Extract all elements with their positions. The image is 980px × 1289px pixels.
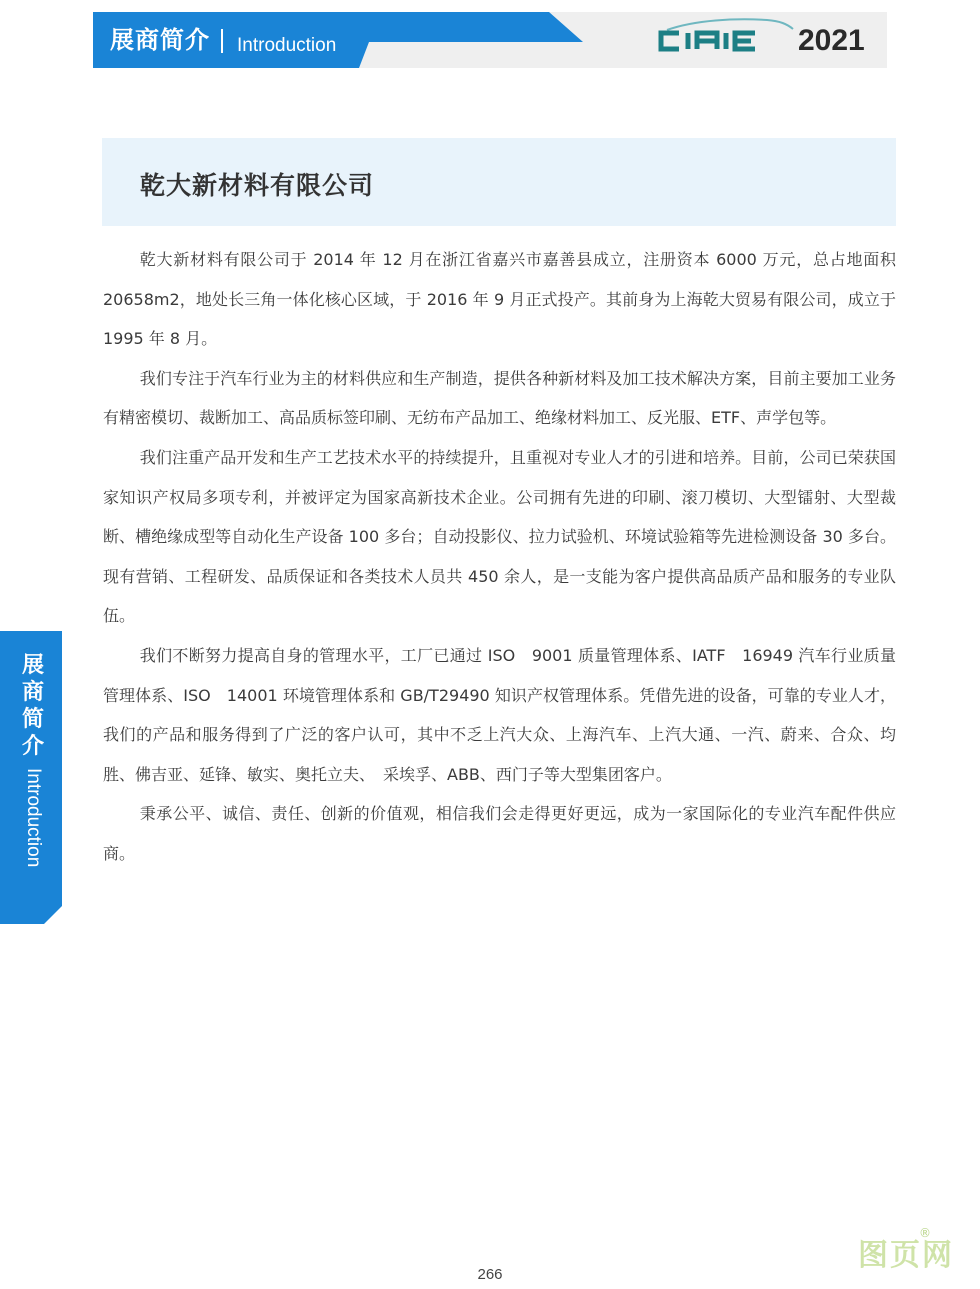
watermark-registered-mark: ®	[919, 1226, 931, 1240]
header-divider	[221, 29, 223, 53]
header-section-title-cn: 展商简介	[110, 26, 210, 54]
company-description	[103, 240, 896, 874]
logo-text: CIAIE	[655, 16, 658, 17]
paragraph-5: 秉承公平、诚信、责任、创新的价值观，相信我们会走得更好更远，成为一家国际化的专业汽车配件供应商。	[103, 804, 896, 863]
side-tab-title-cn: 展商简介	[21, 653, 44, 759]
watermark: 图页网	[858, 1238, 954, 1273]
paragraph-4: 我们不断努力提高自身的管理水平，工厂已通过 ISO 9001 质量管理体系、IATF 16949 汽车行业质量管理体系、ISO 14001 环境管理体系和 GB/T29490 知识产权管理体系。凭借先进的设备，可靠的专业人才，我们的产品和服务得到了广泛的客户认可，其中不乏上汽大众、上海汽车、上汽大通、一汽、蔚来、合众、均胜、佛吉亚、延锋、敏实、奥托立夫、 采埃孚、ABB、西门子等大型集团客户。	[103, 645, 896, 784]
header-year: 2021	[798, 24, 865, 57]
company-name: 乾大新材料有限公司	[140, 171, 375, 200]
side-tab-title-en: Introduction	[23, 768, 44, 868]
paragraph-2: 我们专注于汽车行业为主的材料供应和生产制造，提供各种新材料及加工技术解决方案，目前主要加工业务有精密模切、裁断加工、高品质标签印刷、无纺布产品加工、绝缘材料加工、反光服、ETF、声学包等。	[103, 368, 896, 428]
header-section-title-en: Introduction	[237, 35, 337, 56]
page-number: 266	[477, 1266, 503, 1283]
paragraph-3: 我们注重产品开发和生产工艺技术水平的持续提升，且重视对专业人才的引进和培养。目前，公司已荣获国家知识产权局多项专利，并被评定为国家高新技术企业。公司拥有先进的印刷、滚刀模切、大型镭射、大型裁断、槽绝缘成型等自动化生产设备 100 多台；自动投影仪、拉力试验机、环境试验箱等先进检测设备 30 多台。现有营销、工程研发、品质保证和各类技术人员共 450 余人，是一支能为客户提供高品质产品和服务的专业队伍。	[103, 447, 896, 626]
paragraph-1: 乾大新材料有限公司于 2014 年 12 月在浙江省嘉兴市嘉善县成立，注册资本 6000 万元，总占地面积 20658m2，地处长三角一体化核心区域，于 2016 年 9 月正式投产。其前身为上海乾大贸易有限公司，成立于 1995 年 8 月。	[103, 250, 896, 349]
